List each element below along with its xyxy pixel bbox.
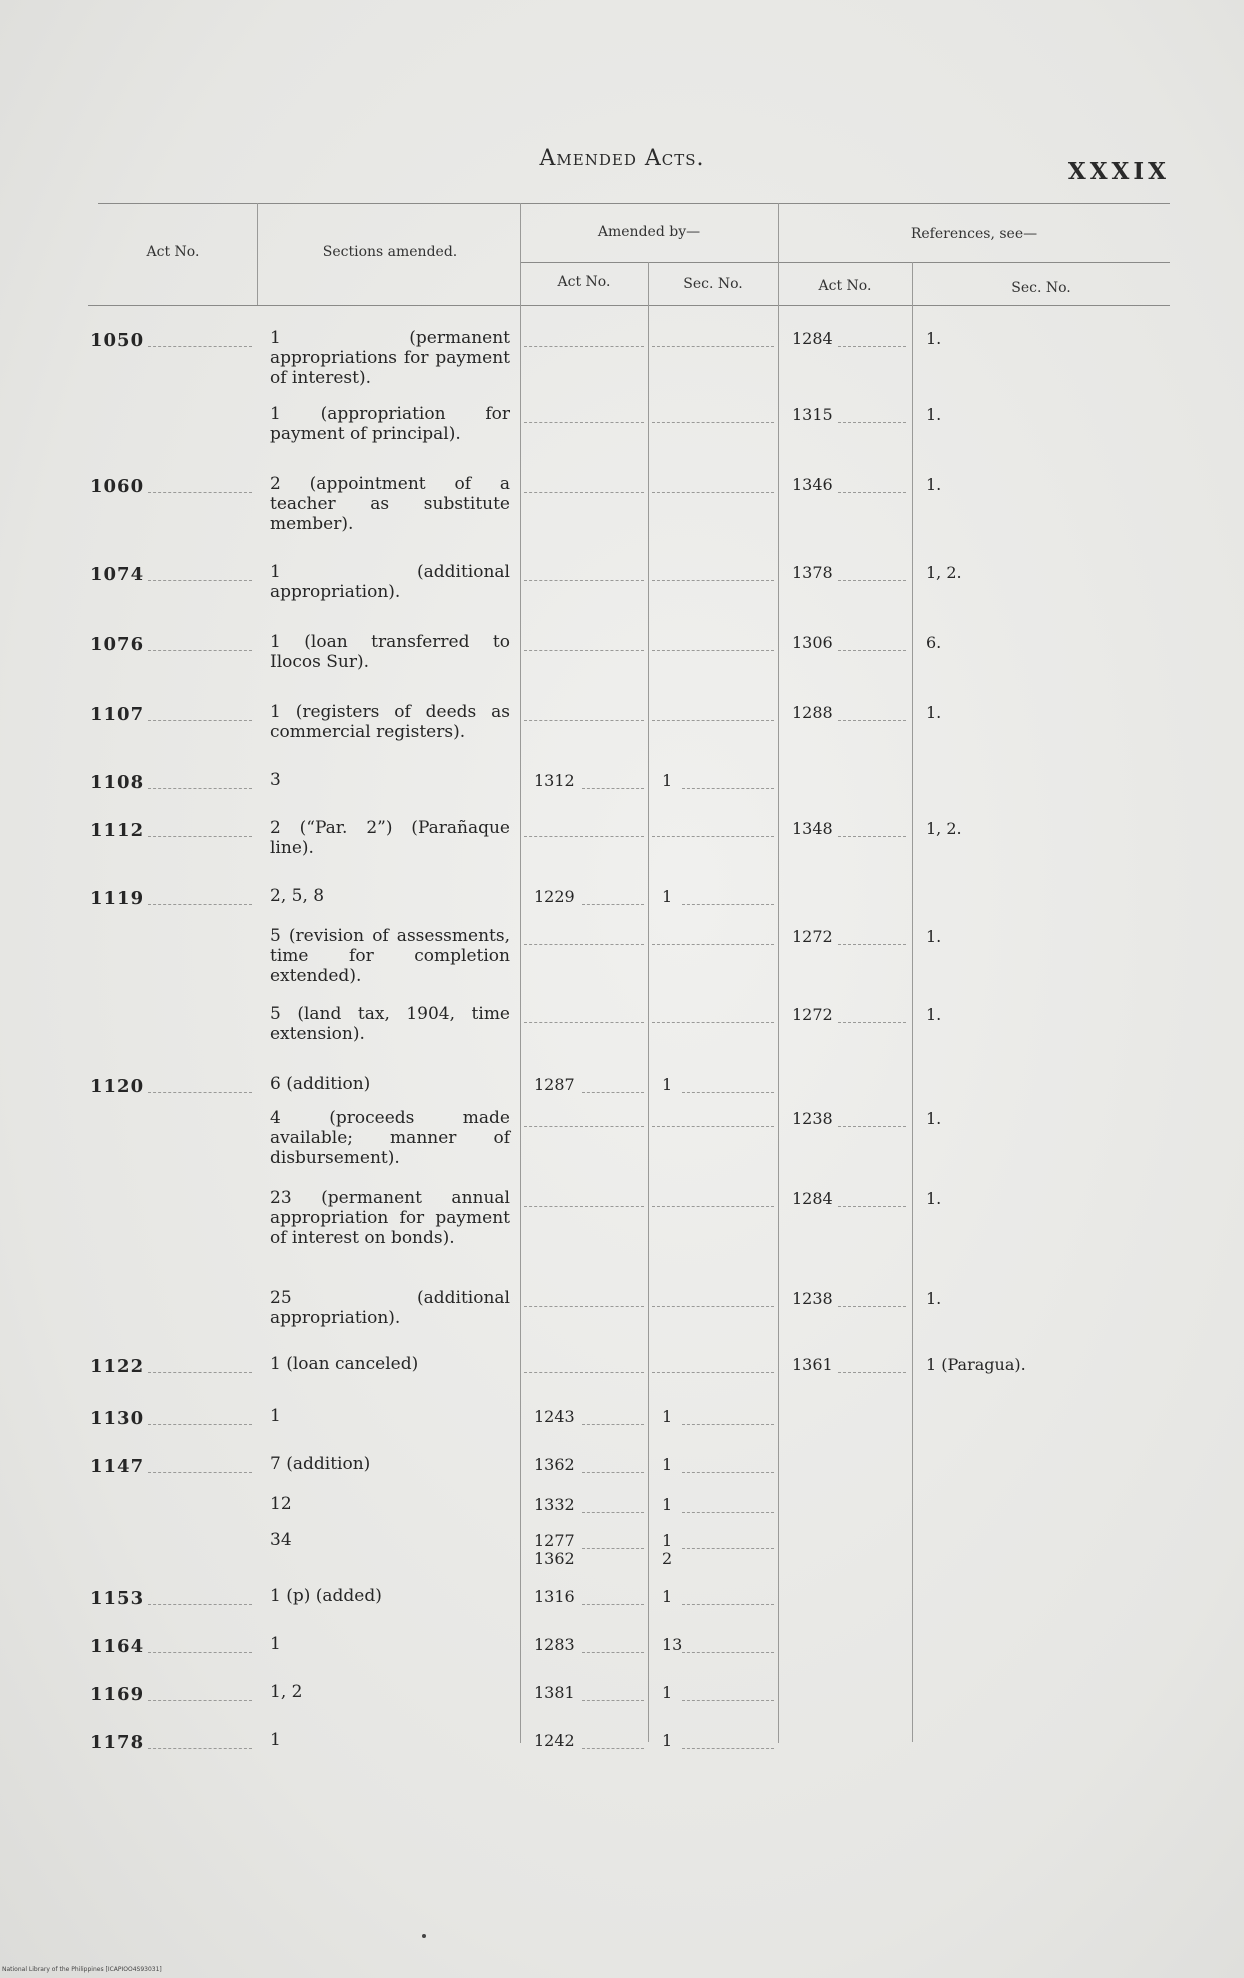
dot-leader	[652, 650, 774, 651]
header-amended-act-no: Act No.	[557, 274, 611, 290]
dot-leader	[652, 720, 774, 721]
section-amended: 5 (land tax, 1904, time extension).	[270, 1004, 510, 1044]
page-title: Amended Acts.	[539, 146, 705, 171]
act-number: 1178	[90, 1732, 145, 1753]
footer-credit: National Library of the Philippines [ICAPIOO4S93031]	[2, 1966, 162, 1973]
dot-leader	[148, 1092, 252, 1093]
act-number: 1107	[90, 704, 145, 725]
dot-leader	[838, 1372, 906, 1373]
amended-by-act: 1243	[534, 1407, 575, 1426]
dot-leader	[838, 422, 906, 423]
dot-leader	[148, 1424, 252, 1425]
dot-leader	[682, 1748, 774, 1749]
act-number: 1112	[90, 820, 145, 841]
amended-by-sec: 1	[662, 1683, 673, 1702]
dot-leader	[838, 1206, 906, 1207]
reference-act: 1238	[792, 1289, 833, 1308]
reference-sec: 1, 2.	[926, 819, 962, 838]
dot-leader	[148, 836, 252, 837]
dot-leader	[838, 492, 906, 493]
dot-leader	[652, 1206, 774, 1207]
reference-act: 1348	[792, 819, 833, 838]
dot-leader	[524, 422, 644, 423]
dot-leader	[838, 346, 906, 347]
amended-by-act: 1381	[534, 1683, 575, 1702]
reference-act: 1284	[792, 1189, 833, 1208]
dot-leader	[682, 1604, 774, 1605]
col-rule-2	[520, 203, 521, 1743]
dot-leader	[652, 346, 774, 347]
dot-leader	[582, 1548, 644, 1549]
dot-leader	[148, 1652, 252, 1653]
dot-leader	[148, 1372, 252, 1373]
dot-leader	[682, 1092, 774, 1093]
amended-by-sec: 1	[662, 1731, 673, 1750]
dot-leader	[682, 1652, 774, 1653]
dot-leader	[582, 1700, 644, 1701]
reference-act: 1378	[792, 563, 833, 582]
header-amended-sec-no: Sec. No.	[683, 276, 743, 292]
dot-leader	[582, 1652, 644, 1653]
header-sections-amended: Sections amended.	[322, 244, 458, 260]
reference-sec: 1 (Paragua).	[926, 1355, 1026, 1374]
reference-act: 1288	[792, 703, 833, 722]
dot-leader	[582, 1472, 644, 1473]
col-rule-4	[778, 203, 779, 1743]
dot-leader	[682, 1424, 774, 1425]
section-amended: 1 (permanent appropriations for payment of interest).	[270, 328, 510, 388]
header-amended-by: Amended by—	[597, 224, 701, 240]
dot-leader	[148, 1748, 252, 1749]
amended-by-act: 1229	[534, 887, 575, 906]
act-number: 1119	[90, 888, 145, 909]
amended-by-sec: 1	[662, 1455, 673, 1474]
subheader-rule	[520, 262, 1170, 263]
dot-leader	[838, 650, 906, 651]
reference-act: 1315	[792, 405, 833, 424]
dot-leader	[582, 1092, 644, 1093]
act-number: 1153	[90, 1588, 145, 1609]
dot-leader	[652, 1372, 774, 1373]
amended-by-sec: 1	[662, 887, 673, 906]
reference-sec: 1.	[926, 405, 942, 424]
dot-leader	[838, 580, 906, 581]
dot-leader	[682, 1512, 774, 1513]
section-amended: 1	[270, 1730, 281, 1750]
dot-leader	[838, 720, 906, 721]
dot-leader	[524, 346, 644, 347]
act-number: 1169	[90, 1684, 145, 1705]
section-amended: 12	[270, 1494, 292, 1514]
reference-sec: 1.	[926, 475, 942, 494]
reference-act: 1284	[792, 329, 833, 348]
header-references: References, see—	[910, 226, 1038, 242]
page-speck	[422, 1934, 426, 1938]
dot-leader	[524, 1372, 644, 1373]
dot-leader	[148, 1604, 252, 1605]
dot-leader	[652, 1306, 774, 1307]
dot-leader	[148, 720, 252, 721]
dot-leader	[582, 1748, 644, 1749]
dot-leader	[524, 580, 644, 581]
dot-leader	[524, 1126, 644, 1127]
act-number: 1164	[90, 1636, 145, 1657]
reference-sec: 1.	[926, 927, 942, 946]
dot-leader	[682, 904, 774, 905]
amended-by-sec: 1	[662, 1407, 673, 1426]
reference-act: 1361	[792, 1355, 833, 1374]
amended-by-sec: 1	[662, 771, 673, 790]
section-amended: 1 (loan transferred to Ilocos Sur).	[270, 632, 510, 672]
dot-leader	[524, 492, 644, 493]
dot-leader	[682, 788, 774, 789]
dot-leader	[652, 1126, 774, 1127]
amended-by-sec: 1	[662, 1587, 673, 1606]
section-amended: 2, 5, 8	[270, 886, 325, 906]
reference-act: 1346	[792, 475, 833, 494]
dot-leader	[652, 1022, 774, 1023]
dot-leader	[682, 1472, 774, 1473]
section-amended: 2 (appointment of a teacher as substitute member).	[270, 474, 510, 534]
dot-leader	[524, 944, 644, 945]
amended-by-act: 1332	[534, 1495, 575, 1514]
reference-sec: 1.	[926, 703, 942, 722]
amended-by-act: 1287	[534, 1075, 575, 1094]
dot-leader	[838, 1022, 906, 1023]
section-amended: 1	[270, 1406, 281, 1426]
dot-leader	[582, 788, 644, 789]
section-amended: 4 (proceeds made available; manner of disbursement).	[270, 1108, 510, 1168]
section-amended: 1 (appropriation for payment of principal).	[270, 404, 510, 444]
section-amended: 1 (additional appropriation).	[270, 562, 510, 602]
section-amended: 3	[270, 770, 281, 790]
dot-leader	[148, 1700, 252, 1701]
header-ref-sec-no: Sec. No.	[1011, 280, 1071, 296]
dot-leader	[524, 1206, 644, 1207]
amended-by-act: 1362	[534, 1455, 575, 1474]
dot-leader	[524, 720, 644, 721]
reference-act: 1272	[792, 1005, 833, 1024]
act-number: 1108	[90, 772, 145, 793]
act-number: 1076	[90, 634, 145, 655]
reference-sec: 1.	[926, 1005, 942, 1024]
dot-leader	[582, 1604, 644, 1605]
dot-leader	[582, 1512, 644, 1513]
dot-leader	[838, 944, 906, 945]
reference-act: 1238	[792, 1109, 833, 1128]
dot-leader	[148, 492, 252, 493]
amended-by-sec: 1	[662, 1495, 673, 1514]
dot-leader	[524, 1022, 644, 1023]
reference-sec: 6.	[926, 633, 942, 652]
dot-leader	[582, 904, 644, 905]
act-number: 1120	[90, 1076, 145, 1097]
section-amended: 2 (“Par. 2”) (Parañaque line).	[270, 818, 510, 858]
table-top-rule	[98, 203, 1170, 204]
dot-leader	[652, 492, 774, 493]
dot-leader	[652, 944, 774, 945]
header-bottom-rule	[88, 305, 1170, 306]
act-number: 1050	[90, 330, 145, 351]
dot-leader	[524, 650, 644, 651]
col-rule-5	[912, 262, 913, 1742]
section-amended: 1 (registers of deeds as commercial registers).	[270, 702, 510, 742]
dot-leader	[652, 836, 774, 837]
reference-act: 1306	[792, 633, 833, 652]
dot-leader	[148, 788, 252, 789]
amended-by-sec: 13	[662, 1635, 683, 1654]
amended-by-sec: 1 2	[662, 1531, 673, 1568]
amended-by-act: 1283	[534, 1635, 575, 1654]
section-amended: 6 (addition)	[270, 1074, 371, 1094]
amended-by-act: 1316	[534, 1587, 575, 1606]
col-rule-3	[648, 262, 649, 1742]
dot-leader	[838, 836, 906, 837]
amended-by-act: 1312	[534, 771, 575, 790]
col-rule-1	[257, 203, 258, 305]
act-number: 1147	[90, 1456, 145, 1477]
act-number: 1074	[90, 564, 145, 585]
act-number: 1122	[90, 1356, 145, 1377]
dot-leader	[838, 1126, 906, 1127]
page-number: XXXIX	[1067, 158, 1170, 185]
dot-leader	[652, 580, 774, 581]
amended-by-sec: 1	[662, 1075, 673, 1094]
section-amended: 1	[270, 1634, 281, 1654]
section-amended: 1 (loan canceled)	[270, 1354, 419, 1374]
header-ref-act-no: Act No.	[818, 278, 872, 294]
dot-leader	[148, 346, 252, 347]
amended-by-act: 1242	[534, 1731, 575, 1750]
dot-leader	[148, 580, 252, 581]
reference-act: 1272	[792, 927, 833, 946]
reference-sec: 1, 2.	[926, 563, 962, 582]
dot-leader	[524, 836, 644, 837]
act-number: 1060	[90, 476, 145, 497]
reference-sec: 1.	[926, 329, 942, 348]
reference-sec: 1.	[926, 1109, 942, 1128]
section-amended: 25 (additional appropriation).	[270, 1288, 510, 1328]
dot-leader	[652, 422, 774, 423]
amended-by-act: 1277 1362	[534, 1531, 575, 1568]
dot-leader	[682, 1700, 774, 1701]
section-amended: 7 (addition)	[270, 1454, 371, 1474]
section-amended: 23 (permanent annual appropriation for payment of interest on bonds).	[270, 1188, 510, 1248]
reference-sec: 1.	[926, 1189, 942, 1208]
section-amended: 34	[270, 1530, 292, 1550]
dot-leader	[148, 1472, 252, 1473]
dot-leader	[582, 1424, 644, 1425]
header-act-no: Act No.	[146, 244, 200, 260]
section-amended: 1, 2	[270, 1682, 303, 1702]
section-amended: 5 (revision of assessments, time for completion extended).	[270, 926, 510, 986]
dot-leader	[148, 650, 252, 651]
dot-leader	[524, 1306, 644, 1307]
dot-leader	[838, 1306, 906, 1307]
dot-leader	[682, 1548, 774, 1549]
section-amended: 1 (p) (added)	[270, 1586, 382, 1606]
act-number: 1130	[90, 1408, 145, 1429]
reference-sec: 1.	[926, 1289, 942, 1308]
dot-leader	[148, 904, 252, 905]
